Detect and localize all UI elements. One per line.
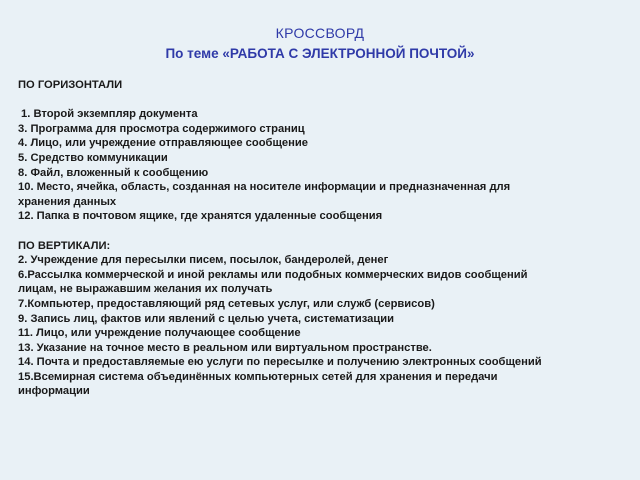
- across-clue: 10. Место, ячейка, область, созданная на носителе информации и предназначенная для: [18, 181, 511, 194]
- across-clue: 5. Средство коммуникации: [18, 151, 168, 164]
- page-title: КРОССВОРД: [275, 25, 365, 41]
- down-clue: 11. Лицо, или учреждение получающее сообщение: [18, 327, 301, 340]
- spacer: [18, 93, 618, 108]
- title-block: [0, 24, 640, 63]
- page-subtitle: По теме «РАБОТА С ЭЛЕКТРОННОЙ ПОЧТОЙ»: [165, 46, 475, 61]
- across-clue: 1. Второй экземпляр документа: [21, 108, 198, 121]
- crossword-clues: [18, 78, 618, 399]
- across-clue: 4. Лицо, или учреждение отправляющее сообщение: [18, 137, 308, 150]
- down-heading: ПО ВЕРТИКАЛИ:: [18, 239, 111, 252]
- across-heading: ПО ГОРИЗОНТАЛИ: [18, 79, 123, 91]
- down-clue: 13. Указание на точное место в реальном или виртуальном пространстве.: [18, 341, 432, 354]
- down-clue: информации: [18, 385, 90, 398]
- across-clue: 3. Программа для просмотра содержимого страниц: [18, 122, 305, 135]
- down-clue: 7.Компьютер, предоставляющий ряд сетевых услуг, или служб (сервисов): [18, 297, 435, 310]
- down-clue: лицам, не выражавшим желания их получать: [18, 283, 273, 296]
- down-clue: 2. Учреждение для пересылки писем, посылок, бандеролей, денег: [18, 254, 389, 267]
- across-clue: 12. Папка в почтовом ящике, где хранятся удаленные сообщения: [18, 210, 383, 223]
- across-clue: хранения данных: [18, 195, 117, 208]
- down-clue: 15.Всемирная система объединённых компьютерных сетей для хранения и передачи: [18, 370, 498, 383]
- across-clue: 8. Файл, вложенный к сообщению: [18, 166, 209, 179]
- down-clue: 14. Почта и предоставляемые ею услуги по пересылке и получению электронных сообщений: [18, 356, 542, 369]
- down-clue: 6.Рассылка коммерческой и иной рекламы или подобных коммерческих видов сообщений: [18, 268, 528, 281]
- down-clue: 9. Запись лиц, фактов или явлений с целью учета, систематизации: [18, 312, 395, 325]
- spacer: [18, 224, 618, 239]
